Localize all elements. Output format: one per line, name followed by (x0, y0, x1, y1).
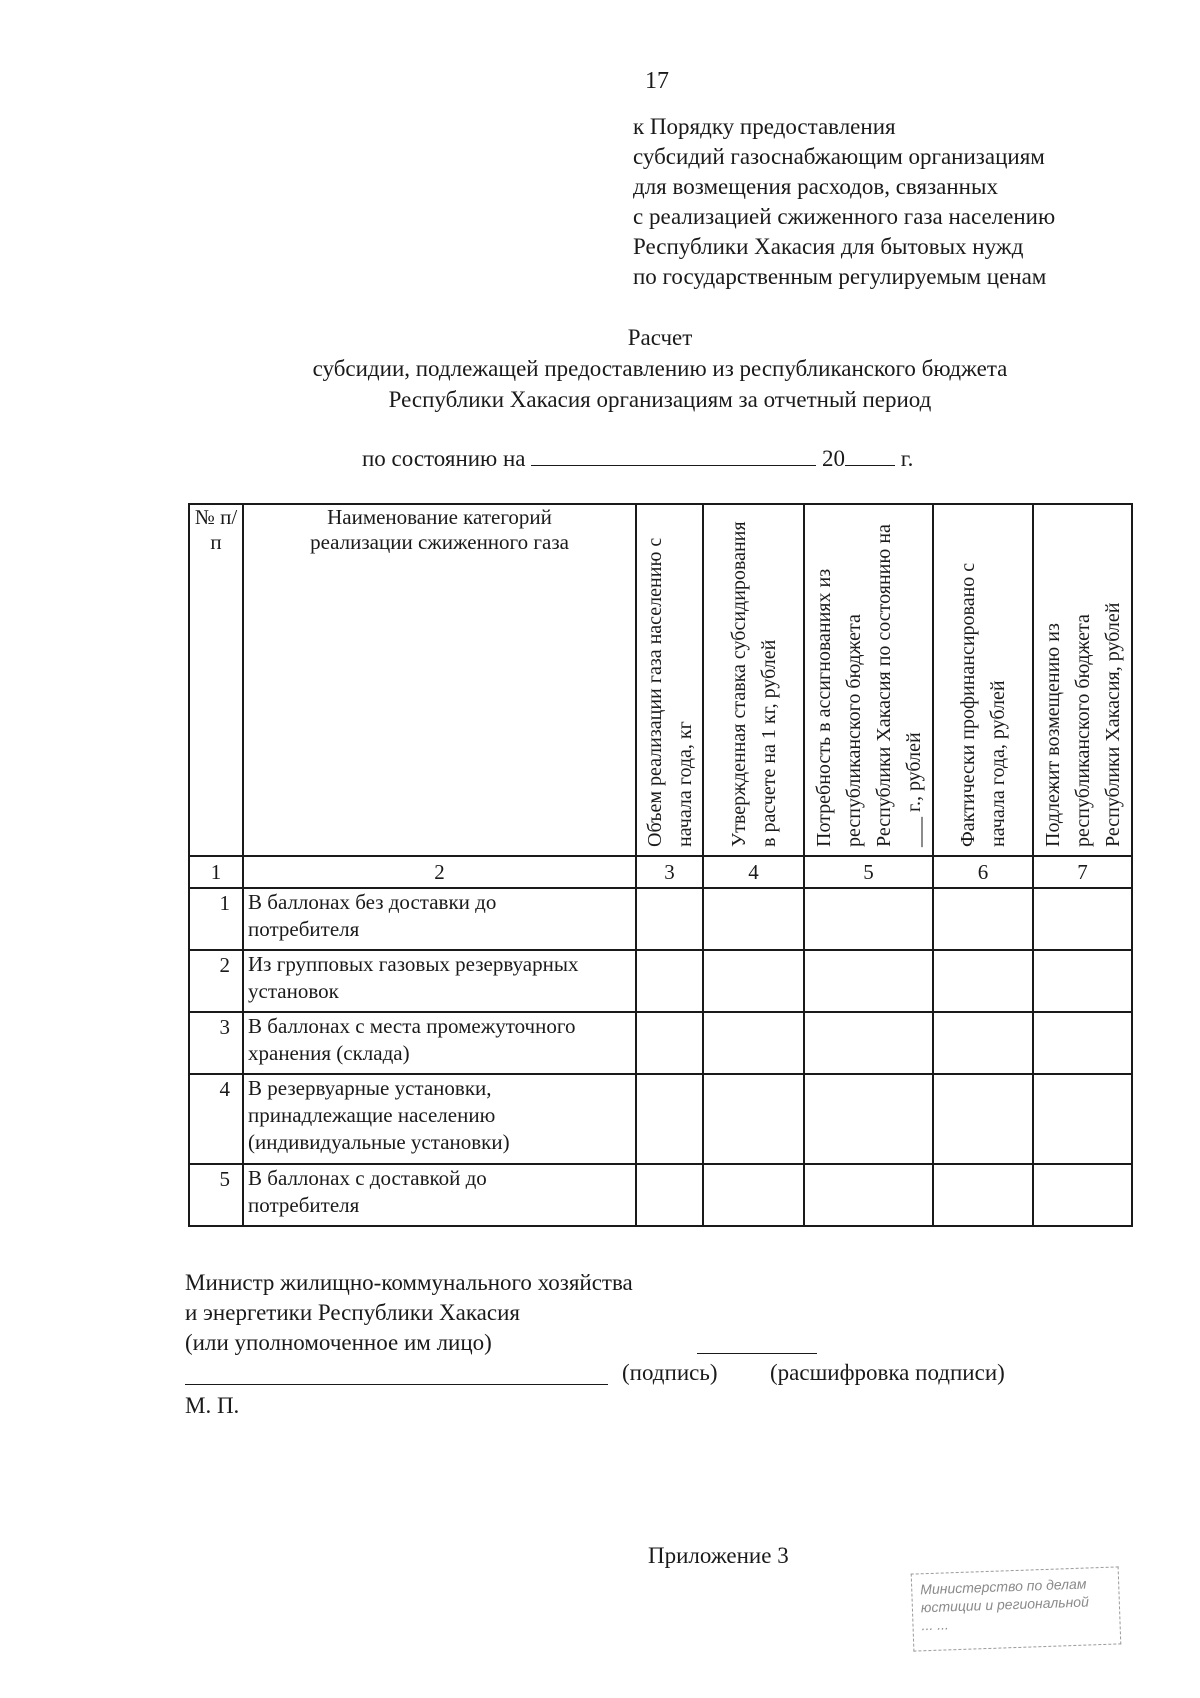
column-number-row (189, 856, 1132, 888)
signature-caption: (подпись) (622, 1360, 718, 1385)
document-title (0, 322, 1200, 415)
column-number: 1 (189, 856, 243, 888)
as-of-prefix: по состоянию на (362, 446, 526, 471)
table-row (189, 1164, 1132, 1226)
stamp-line: ... ... (921, 1616, 950, 1634)
addressee-block (633, 112, 1055, 292)
signer-line: и энергетики Республики Хакасия (185, 1300, 520, 1325)
header-category-name: Наименование категорий реализации сжиженного газа (243, 504, 636, 856)
empty-cell (933, 1074, 1033, 1164)
column-number: 6 (933, 856, 1033, 888)
year-suffix: г. (900, 446, 914, 471)
header-financed: Фактически профинансировано с начала года, рублей (933, 504, 1033, 856)
addressee-line: субсидий газоснабжающим организациям (633, 144, 1045, 169)
empty-cell (804, 1012, 933, 1074)
empty-cell (636, 888, 703, 950)
column-number: 5 (804, 856, 933, 888)
title-heading: Расчет (627, 325, 693, 350)
header-volume: Объем реализации газа населению с начала года, кг (636, 504, 703, 856)
empty-cell (703, 1164, 804, 1226)
signer-line: (или уполномоченное им лицо) (185, 1330, 492, 1355)
addressee-line: Республики Хакасия для бытовых нужд (633, 234, 1024, 259)
column-number: 4 (703, 856, 804, 888)
row-category-name: В резервуарные установки, принадлежащие населению (индивидуальные установки) (243, 1074, 636, 1164)
stamp-line: юстиции и региональной (920, 1593, 1090, 1616)
empty-cell (636, 950, 703, 1012)
empty-cell (804, 888, 933, 950)
stamp-line: Министерство по делам (919, 1575, 1087, 1598)
title-line: субсидии, подлежащей предоставлению из республиканского бюджета (312, 356, 1008, 381)
table-header-row (189, 504, 1132, 856)
table-row (189, 1074, 1132, 1164)
signature-blank-long (185, 1384, 608, 1385)
empty-cell (804, 1074, 933, 1164)
column-number: 3 (636, 856, 703, 888)
empty-cell (1033, 888, 1132, 950)
year-prefix: 20 (822, 446, 846, 471)
row-number: 5 (189, 1164, 243, 1226)
registration-stamp (911, 1566, 1122, 1651)
row-number: 4 (189, 1074, 243, 1164)
signature-blank-short (697, 1353, 817, 1354)
page-number: 17 (645, 68, 669, 94)
empty-cell (933, 1164, 1033, 1226)
signature-decode-caption: (расшифровка подписи) (770, 1360, 1005, 1385)
header-num: № п/п (189, 504, 243, 856)
row-number: 3 (189, 1012, 243, 1074)
empty-cell (933, 1012, 1033, 1074)
addressee-line: для возмещения расходов, связанных (633, 174, 998, 199)
empty-cell (636, 1164, 703, 1226)
as-of-date-line (362, 445, 913, 472)
empty-cell (804, 950, 933, 1012)
empty-cell (636, 1074, 703, 1164)
row-category-name: Из групповых газовых резервуарных установок (243, 950, 636, 1012)
empty-cell (1033, 1074, 1132, 1164)
empty-cell (1033, 1164, 1132, 1226)
header-reimbursable: Подлежит возмещению из республиканского бюджета Республики Хакасия, рублей (1033, 504, 1132, 856)
empty-cell (703, 950, 804, 1012)
year-blank (845, 445, 895, 466)
empty-cell (703, 1074, 804, 1164)
header-requirement: Потребность в ассигнованиях из республиканского бюджета Республики Хакасия по состоянию на ___ г., рублей (804, 504, 933, 856)
table-row (189, 950, 1132, 1012)
empty-cell (933, 888, 1033, 950)
row-category-name: В баллонах с доставкой до потребителя (243, 1164, 636, 1226)
title-line: Республики Хакасия организациям за отчетный период (388, 387, 932, 412)
row-category-name: В баллонах с места промежуточного хранения (склада) (243, 1012, 636, 1074)
empty-cell (636, 1012, 703, 1074)
table-row (189, 888, 1132, 950)
column-number: 7 (1033, 856, 1132, 888)
column-number: 2 (243, 856, 636, 888)
empty-cell (1033, 950, 1132, 1012)
seal-mark: М. П. (185, 1393, 240, 1418)
addressee-line: к Порядку предоставления (633, 114, 896, 139)
addressee-line: по государственным регулируемым ценам (633, 264, 1047, 289)
row-number: 2 (189, 950, 243, 1012)
empty-cell (1033, 1012, 1132, 1074)
signer-block (185, 1268, 633, 1358)
empty-cell (703, 1012, 804, 1074)
header-rate: Утвержденная ставка субсидирования в расчете на 1 кг, рублей (703, 504, 804, 856)
date-blank (531, 445, 816, 466)
appendix-label: Приложение 3 (648, 1543, 789, 1568)
signer-line: Министр жилищно-коммунального хозяйства (185, 1270, 633, 1295)
empty-cell (933, 950, 1033, 1012)
row-number: 1 (189, 888, 243, 950)
addressee-line: с реализацией сжиженного газа населению (633, 204, 1056, 229)
empty-cell (804, 1164, 933, 1226)
empty-cell (703, 888, 804, 950)
subsidy-calculation-table (188, 503, 1133, 1227)
row-category-name: В баллонах без доставки до потребителя (243, 888, 636, 950)
table-row (189, 1012, 1132, 1074)
